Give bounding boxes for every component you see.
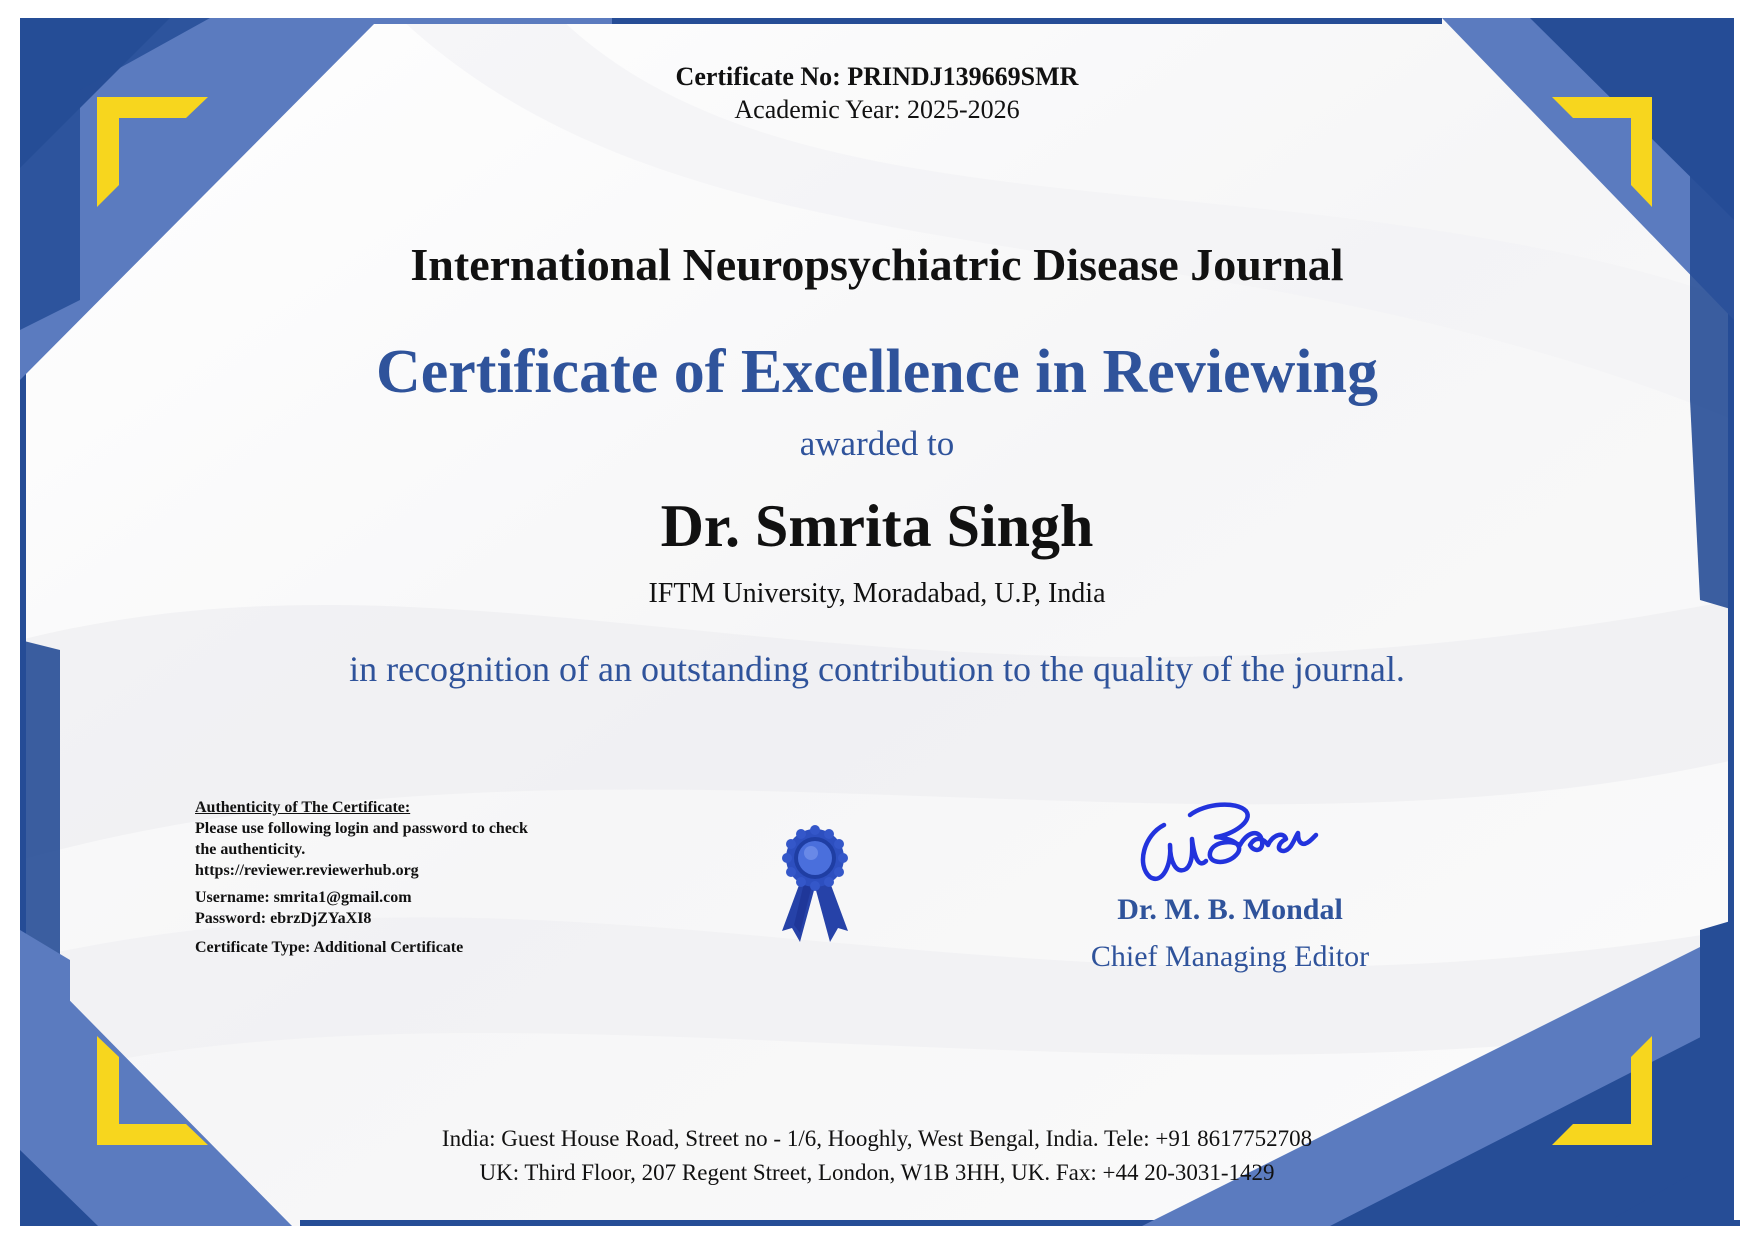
password-line: Password: ebrzDjZYaXI8 — [195, 910, 372, 927]
username-line: Username: smrita1@gmail.com — [195, 889, 412, 906]
authenticity-instruction-line2: the authenticity. — [195, 841, 306, 858]
authenticity-heading: Authenticity of The Certificate: — [195, 799, 411, 816]
recipient-name: Dr. Smrita Singh — [660, 493, 1094, 559]
certificate-type-line: Certificate Type: Additional Certificate — [195, 939, 464, 956]
signatory-title: Chief Managing Editor — [1090, 940, 1370, 973]
authenticity-block — [195, 797, 615, 958]
address-india: India: Guest House Road, Street no - 1/6, Hooghly, West Bengal, India. Tele: +91 8617752708 — [441, 1126, 1313, 1151]
signature-icon — [1136, 795, 1320, 885]
authenticity-instruction-line1: Please use following login and password to check — [195, 820, 528, 837]
verification-url[interactable]: https://reviewer.reviewerhub.org — [195, 862, 419, 879]
recognition-statement: in recognition of an outstanding contribution to the quality of the journal. — [349, 649, 1405, 689]
awarded-to-label: awarded to — [799, 424, 955, 463]
academic-year: Academic Year: 2025-2026 — [734, 95, 1020, 124]
journal-name: International Neuropsychiatric Disease Journal — [410, 239, 1344, 290]
signatory-name: Dr. M. B. Mondal — [1117, 893, 1343, 926]
frame-top-strip — [612, 18, 1442, 24]
certificate-number: Certificate No: PRINDJ139669SMR — [675, 62, 1079, 91]
recipient-affiliation: IFTM University, Moradabad, U.P, India — [648, 578, 1106, 609]
certificate-title: Certificate of Excellence in Reviewing — [376, 338, 1378, 406]
address-uk: UK: Third Floor, 207 Regent Street, London, W1B 3HH, UK. Fax: +44 20-3031-1429 — [479, 1160, 1275, 1185]
award-ribbon-icon — [782, 825, 848, 942]
